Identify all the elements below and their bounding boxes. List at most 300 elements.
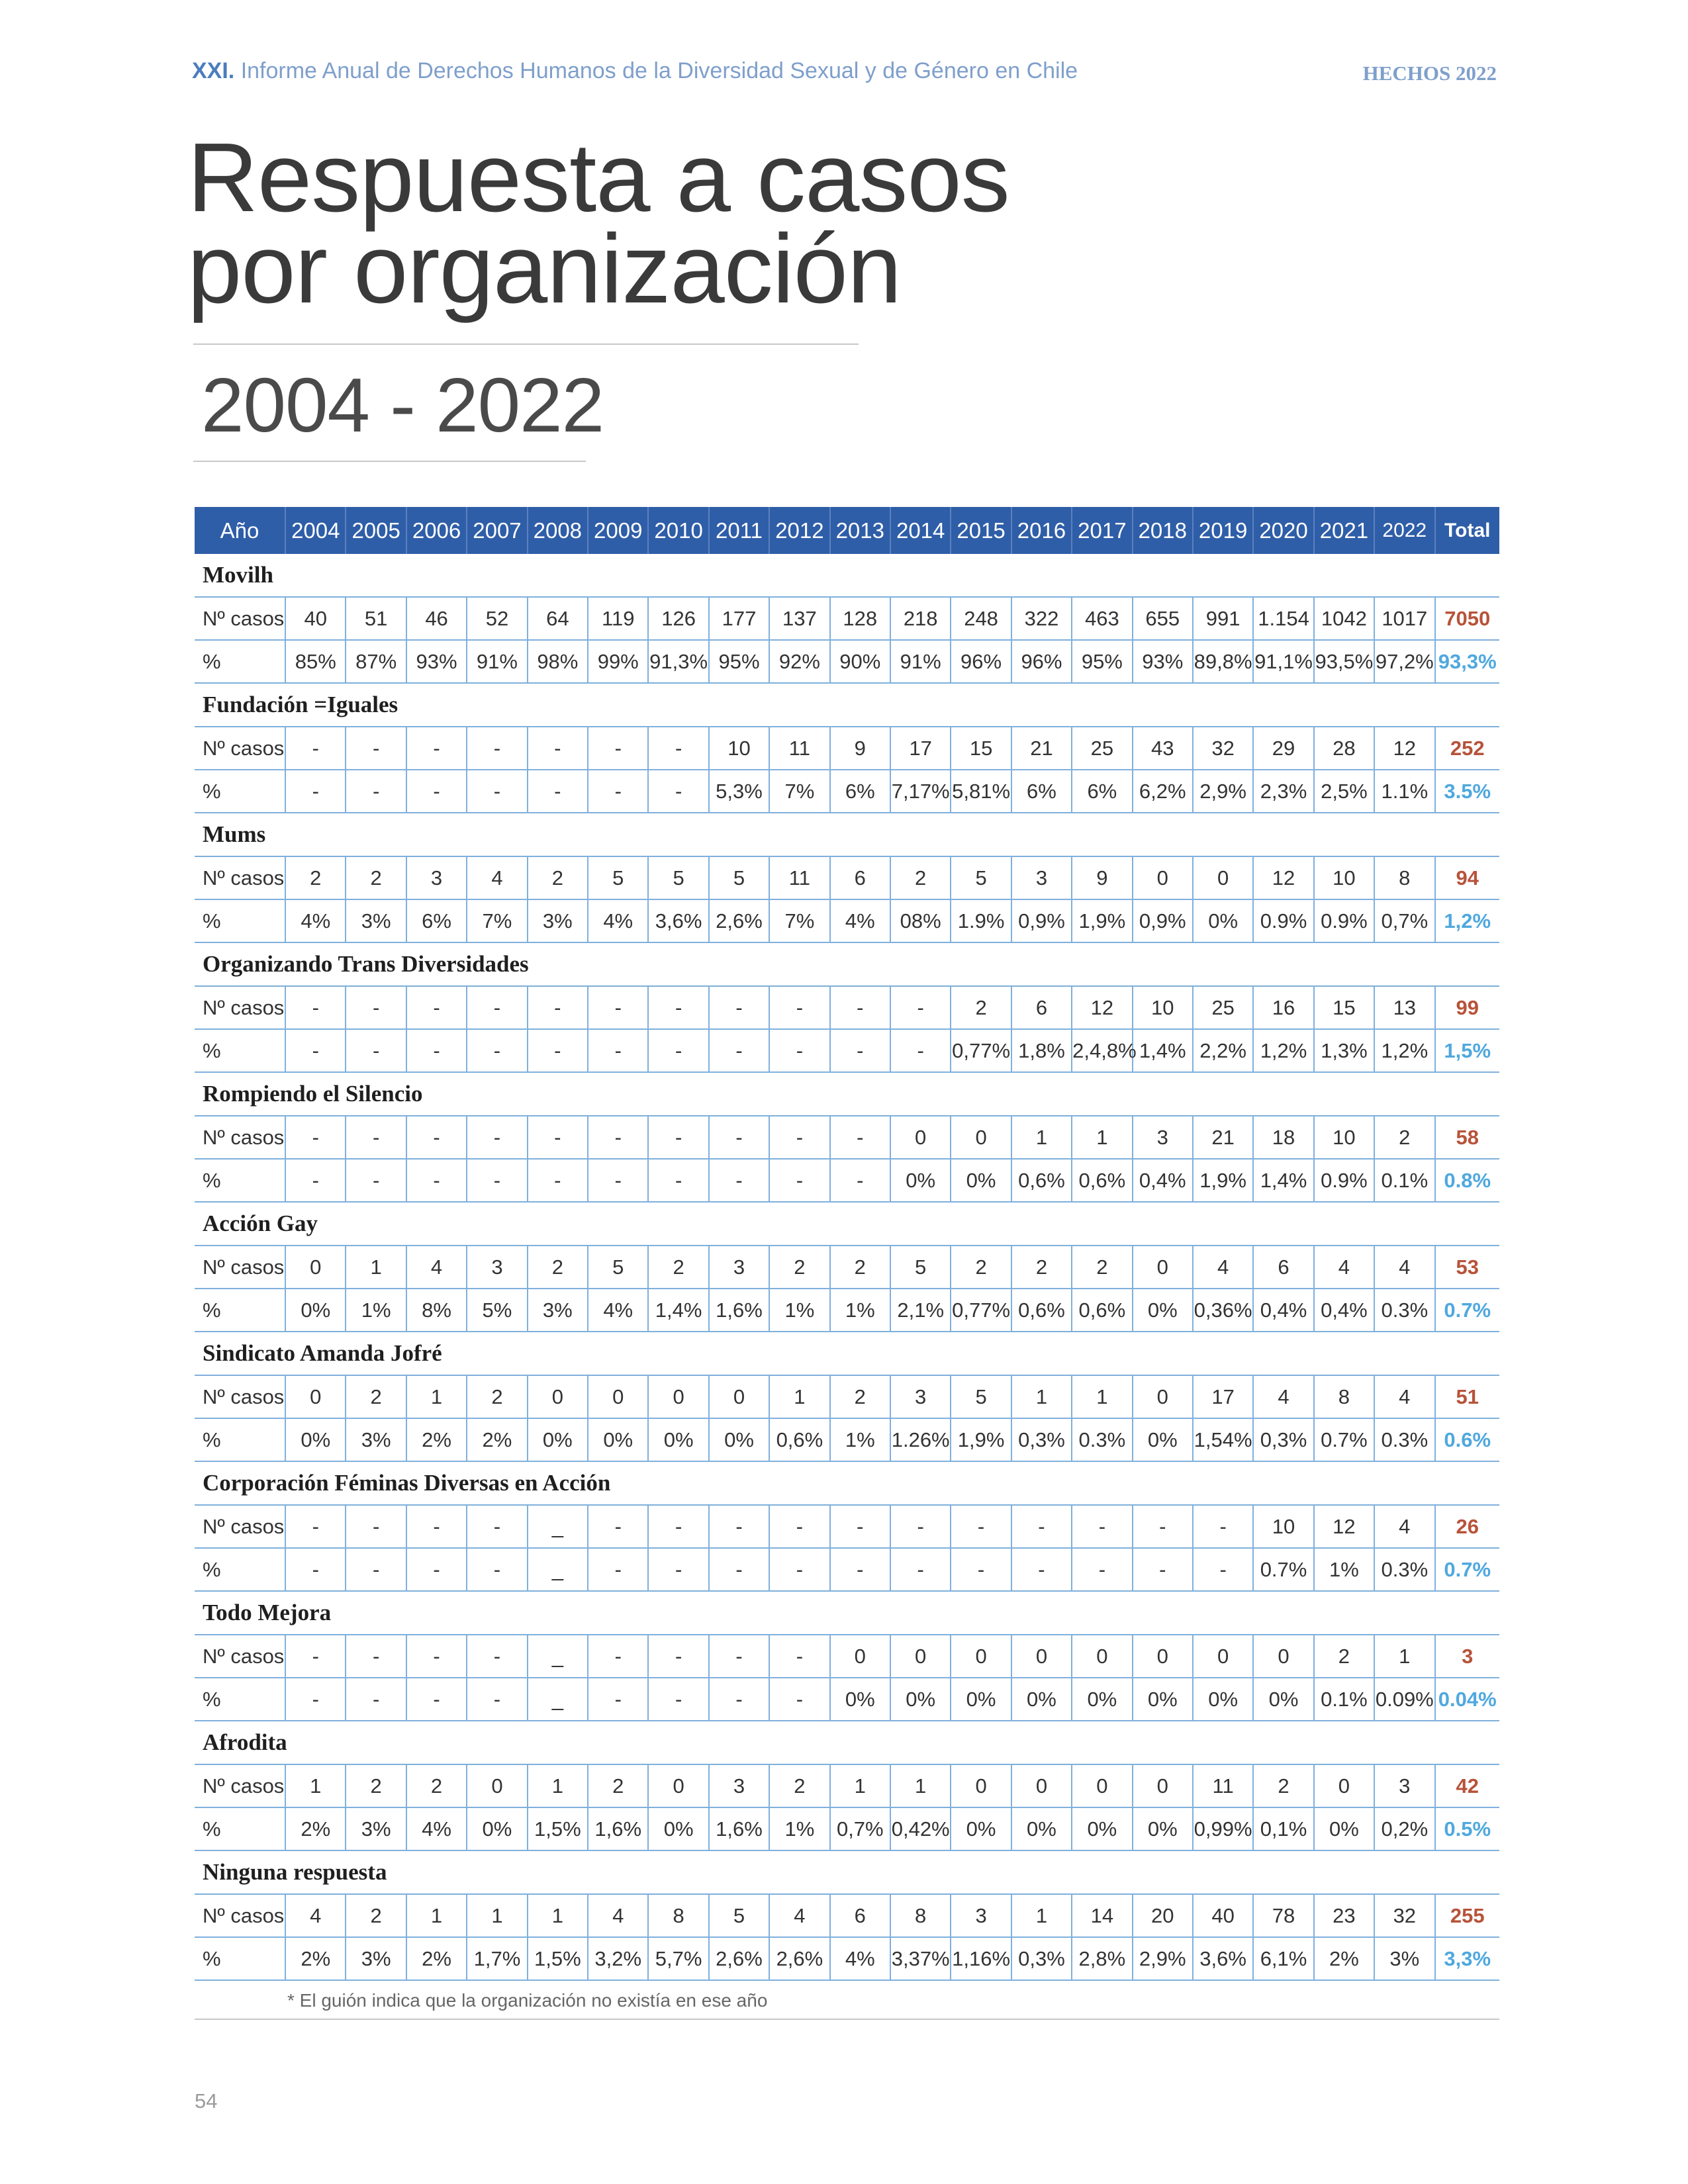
header-year-2018: 2018 — [1133, 507, 1193, 554]
percent-cell: 1,6% — [709, 1807, 769, 1850]
percent-cell: 0,99% — [1193, 1807, 1253, 1850]
percent-cell: 3% — [346, 1807, 406, 1850]
percent-cell: 0,6% — [1072, 1289, 1132, 1332]
percent-total: 3,3% — [1435, 1937, 1500, 1980]
percent-row — [195, 640, 1499, 683]
percent-cell: 3% — [346, 1937, 406, 1980]
cases-label: Nº casos — [195, 1764, 285, 1807]
percent-cell: 1.9% — [951, 899, 1011, 942]
cases-cell: - — [285, 727, 346, 770]
org-name-row — [195, 1591, 1499, 1635]
percent-cell: 1.26% — [890, 1418, 951, 1461]
percent-cell: 2% — [285, 1937, 346, 1980]
percent-cell: - — [467, 1678, 527, 1721]
cases-cell: - — [1072, 1505, 1132, 1548]
percent-cell: 90% — [830, 640, 890, 683]
org-name: Sindicato Amanda Jofré — [195, 1332, 1499, 1375]
percent-row — [195, 1289, 1499, 1332]
cases-cell: 0 — [1253, 1635, 1313, 1678]
percent-cell: 2,3% — [1253, 770, 1313, 813]
percent-cell: 0% — [588, 1418, 648, 1461]
percent-cell: 0.9% — [1314, 1159, 1374, 1202]
cases-cell: 10 — [1314, 1116, 1374, 1159]
cases-cell: 463 — [1072, 597, 1132, 640]
footer-divider — [195, 2019, 1499, 2020]
cases-cell: 218 — [890, 597, 951, 640]
percent-cell: 0% — [1253, 1678, 1313, 1721]
cases-total: 94 — [1435, 856, 1500, 899]
percent-cell: 2% — [285, 1807, 346, 1850]
cases-cell: 16 — [1253, 986, 1313, 1029]
percent-cell: - — [467, 1029, 527, 1072]
percent-cell: - — [528, 1029, 588, 1072]
percent-cell: 0.3% — [1374, 1289, 1434, 1332]
header-year-2022: 2022 — [1374, 507, 1434, 554]
cases-cell: 177 — [709, 597, 769, 640]
cases-row — [195, 1246, 1499, 1289]
percent-label: % — [195, 1937, 285, 1980]
percent-total: 0.04% — [1435, 1678, 1500, 1721]
cases-cell: 0 — [1314, 1764, 1374, 1807]
cases-cell: 5 — [951, 856, 1011, 899]
percent-cell: 91,3% — [648, 640, 708, 683]
cases-cell: 0 — [1011, 1635, 1072, 1678]
cases-cell: 15 — [1314, 986, 1374, 1029]
percent-cell: - — [346, 1029, 406, 1072]
header-year-2005: 2005 — [346, 507, 406, 554]
cases-cell: 17 — [890, 727, 951, 770]
cases-row — [195, 1505, 1499, 1548]
percent-cell: - — [648, 1548, 708, 1591]
percent-label: % — [195, 1029, 285, 1072]
cases-cell: 2 — [588, 1764, 648, 1807]
cases-cell: 10 — [1133, 986, 1193, 1029]
percent-cell: - — [588, 1678, 648, 1721]
percent-cell: - — [285, 1678, 346, 1721]
cases-cell: 11 — [769, 727, 829, 770]
org-name-row — [195, 554, 1499, 597]
cases-cell: 4 — [1193, 1246, 1253, 1289]
percent-cell: 2,6% — [769, 1937, 829, 1980]
percent-cell: - — [406, 1159, 467, 1202]
cases-cell: 3 — [890, 1375, 951, 1418]
cases-row — [195, 1764, 1499, 1807]
percent-cell: 1% — [769, 1807, 829, 1850]
percent-cell: 0.09% — [1374, 1678, 1434, 1721]
cases-cell: 0 — [951, 1116, 1011, 1159]
cases-cell: - — [528, 727, 588, 770]
cases-cell: - — [648, 1116, 708, 1159]
cases-cell: 29 — [1253, 727, 1313, 770]
org-name: Ninguna respuesta — [195, 1850, 1499, 1894]
table-header-row — [195, 507, 1499, 554]
cases-cell: 4 — [769, 1894, 829, 1937]
percent-cell: - — [588, 770, 648, 813]
cases-cell: 4 — [1374, 1246, 1434, 1289]
cases-cell: 2 — [406, 1764, 467, 1807]
percent-cell: 0.3% — [1374, 1418, 1434, 1461]
percent-cell: 2,9% — [1193, 770, 1253, 813]
percent-cell: 0,6% — [1011, 1159, 1072, 1202]
percent-cell: 0% — [951, 1159, 1011, 1202]
cases-label: Nº casos — [195, 986, 285, 1029]
percent-cell: 0,3% — [1011, 1418, 1072, 1461]
percent-cell: 0% — [1133, 1289, 1193, 1332]
percent-cell: 3% — [528, 1289, 588, 1332]
percent-cell: 96% — [1011, 640, 1072, 683]
percent-cell: - — [588, 1029, 648, 1072]
cases-cell: 32 — [1374, 1894, 1434, 1937]
percent-cell: 2,8% — [1072, 1937, 1132, 1980]
cases-label: Nº casos — [195, 597, 285, 640]
cases-cell: 0 — [1072, 1635, 1132, 1678]
percent-cell: 0% — [830, 1678, 890, 1721]
percent-label: % — [195, 1548, 285, 1591]
cases-cell: 1 — [467, 1894, 527, 1937]
percent-cell: 0% — [1011, 1807, 1072, 1850]
page-number: 54 — [195, 2089, 218, 2113]
percent-cell: 1% — [346, 1289, 406, 1332]
percent-cell: 0,36% — [1193, 1289, 1253, 1332]
percent-cell: 0% — [1072, 1807, 1132, 1850]
percent-cell: - — [346, 770, 406, 813]
percent-cell: - — [1011, 1548, 1072, 1591]
cases-cell: - — [406, 1635, 467, 1678]
cases-cell: 4 — [1374, 1375, 1434, 1418]
cases-cell: 248 — [951, 597, 1011, 640]
cases-cell: - — [709, 1116, 769, 1159]
cases-row — [195, 1894, 1499, 1937]
header-year-2019: 2019 — [1193, 507, 1253, 554]
percent-cell: 99% — [588, 640, 648, 683]
percent-cell: 1,5% — [528, 1807, 588, 1850]
cases-cell: 0 — [1193, 1635, 1253, 1678]
cases-cell: 1 — [830, 1764, 890, 1807]
percent-cell: 8% — [406, 1289, 467, 1332]
percent-cell: 6,1% — [1253, 1937, 1313, 1980]
percent-cell: - — [648, 1678, 708, 1721]
percent-total: 0.8% — [1435, 1159, 1500, 1202]
cases-cell: 3 — [951, 1894, 1011, 1937]
percent-cell: - — [1133, 1548, 1193, 1591]
cases-cell: - — [709, 986, 769, 1029]
percent-row — [195, 770, 1499, 813]
cases-cell: - — [769, 1635, 829, 1678]
percent-cell: 0% — [467, 1807, 527, 1850]
cases-cell: - — [830, 1116, 890, 1159]
percent-cell: 0,3% — [1253, 1418, 1313, 1461]
header-year-2008: 2008 — [528, 507, 588, 554]
percent-cell: 0,3% — [1011, 1937, 1072, 1980]
cases-cell: - — [406, 727, 467, 770]
percent-cell: 0,7% — [830, 1807, 890, 1850]
percent-cell: - — [1193, 1548, 1253, 1591]
cases-cell: 2 — [648, 1246, 708, 1289]
percent-cell: 1,9% — [1193, 1159, 1253, 1202]
cases-row — [195, 1375, 1499, 1418]
cases-cell: 1 — [285, 1764, 346, 1807]
cases-cell: - — [528, 986, 588, 1029]
org-name: Afrodita — [195, 1721, 1499, 1764]
cases-cell: 2 — [346, 1894, 406, 1937]
cases-cell: - — [709, 1635, 769, 1678]
percent-cell: 4% — [588, 899, 648, 942]
percent-cell: 2% — [406, 1418, 467, 1461]
percent-cell: 5% — [467, 1289, 527, 1332]
cases-cell: 12 — [1374, 727, 1434, 770]
percent-cell: 2% — [467, 1418, 527, 1461]
cases-cell: 1.154 — [1253, 597, 1313, 640]
cases-cell: 6 — [830, 856, 890, 899]
cases-cell: - — [951, 1505, 1011, 1548]
cases-cell: 1 — [1374, 1635, 1434, 1678]
cases-cell: 0 — [1133, 1246, 1193, 1289]
percent-cell: 0% — [1072, 1678, 1132, 1721]
percent-cell: - — [769, 1029, 829, 1072]
cases-cell: 25 — [1072, 727, 1132, 770]
percent-label: % — [195, 770, 285, 813]
cases-row — [195, 727, 1499, 770]
percent-cell: 95% — [709, 640, 769, 683]
percent-cell: - — [830, 1159, 890, 1202]
percent-cell: 6% — [830, 770, 890, 813]
cases-cell: 119 — [588, 597, 648, 640]
percent-cell: 92% — [769, 640, 829, 683]
cases-cell: - — [285, 1116, 346, 1159]
percent-row — [195, 1029, 1499, 1072]
percent-cell: 1,16% — [951, 1937, 1011, 1980]
cases-cell: 0 — [648, 1375, 708, 1418]
header-year-2017: 2017 — [1072, 507, 1132, 554]
percent-cell: - — [285, 770, 346, 813]
header-year-2015: 2015 — [951, 507, 1011, 554]
header-year-2021: 2021 — [1314, 507, 1374, 554]
percent-cell: - — [406, 1029, 467, 1072]
header-year-2010: 2010 — [648, 507, 708, 554]
percent-cell: - — [1072, 1548, 1132, 1591]
cases-cell: 0 — [951, 1764, 1011, 1807]
cases-cell: 52 — [467, 597, 527, 640]
cases-cell: 2 — [890, 856, 951, 899]
cases-cell: 128 — [830, 597, 890, 640]
cases-cell: 2 — [951, 986, 1011, 1029]
cases-cell: 0 — [890, 1116, 951, 1159]
percent-label: % — [195, 1159, 285, 1202]
header-year-2020: 2020 — [1253, 507, 1313, 554]
percent-cell: 0,6% — [1072, 1159, 1132, 1202]
percent-cell: 91% — [467, 640, 527, 683]
cases-cell: _ — [528, 1505, 588, 1548]
cases-cell: 6 — [1011, 986, 1072, 1029]
cases-cell: 2 — [346, 1375, 406, 1418]
percent-cell: 0,4% — [1133, 1159, 1193, 1202]
cases-cell: 1 — [1011, 1116, 1072, 1159]
percent-cell: - — [830, 1548, 890, 1591]
cases-cell: 40 — [285, 597, 346, 640]
cases-cell: 46 — [406, 597, 467, 640]
cases-cell: 12 — [1072, 986, 1132, 1029]
cases-cell: 3 — [406, 856, 467, 899]
cases-cell: 1 — [1011, 1375, 1072, 1418]
percent-cell: - — [648, 1029, 708, 1072]
cases-row — [195, 1116, 1499, 1159]
page-title-line-1: Respuesta a casos — [187, 123, 1009, 232]
cases-cell: - — [648, 727, 708, 770]
percent-row — [195, 1678, 1499, 1721]
percent-row — [195, 1418, 1499, 1461]
cases-total: 26 — [1435, 1505, 1500, 1548]
percent-cell: - — [467, 1159, 527, 1202]
percent-total: 0.7% — [1435, 1289, 1500, 1332]
percent-cell: 0,1% — [1253, 1807, 1313, 1850]
cases-cell: 5 — [709, 856, 769, 899]
cases-label: Nº casos — [195, 1635, 285, 1678]
cases-cell: 5 — [648, 856, 708, 899]
percent-cell: 0% — [1133, 1418, 1193, 1461]
cases-cell: - — [346, 1505, 406, 1548]
percent-cell: 0,9% — [1011, 899, 1072, 942]
percent-cell: 1% — [1314, 1548, 1374, 1591]
org-name: Rompiendo el Silencio — [195, 1072, 1499, 1116]
percent-cell: 7% — [467, 899, 527, 942]
cases-cell: 2 — [528, 856, 588, 899]
cases-cell: 17 — [1193, 1375, 1253, 1418]
header-year-2004: 2004 — [285, 507, 346, 554]
report-title: Informe Anual de Derechos Humanos de la Diversidad Sexual y de Género en Chile — [240, 58, 1078, 83]
percent-cell: 2,6% — [709, 899, 769, 942]
percent-cell: 5,81% — [951, 770, 1011, 813]
percent-cell: 93% — [1133, 640, 1193, 683]
percent-cell: 1,4% — [1253, 1159, 1313, 1202]
percent-cell: 95% — [1072, 640, 1132, 683]
percent-cell: 2,6% — [709, 1937, 769, 1980]
percent-cell: 0,42% — [890, 1807, 951, 1850]
percent-cell: 0,4% — [1253, 1289, 1313, 1332]
org-name: Movilh — [195, 554, 1499, 597]
percent-cell: 1,9% — [1072, 899, 1132, 942]
percent-cell: 0.9% — [1314, 899, 1374, 942]
percent-cell: 0.7% — [1253, 1548, 1313, 1591]
cases-cell: 40 — [1193, 1894, 1253, 1937]
cases-cell: 5 — [709, 1894, 769, 1937]
cases-cell: 4 — [1314, 1246, 1374, 1289]
cases-cell: 4 — [285, 1894, 346, 1937]
percent-cell: 0.1% — [1374, 1159, 1434, 1202]
cases-total: 42 — [1435, 1764, 1500, 1807]
cases-cell: - — [709, 1505, 769, 1548]
percent-cell: 0,7% — [1374, 899, 1434, 942]
percent-cell: 85% — [285, 640, 346, 683]
percent-cell: - — [467, 1548, 527, 1591]
cases-cell: - — [528, 1116, 588, 1159]
percent-cell: 0% — [1193, 1678, 1253, 1721]
percent-cell: - — [588, 1159, 648, 1202]
header-year-2013: 2013 — [830, 507, 890, 554]
cases-cell: 0 — [709, 1375, 769, 1418]
header-total: Total — [1435, 507, 1500, 554]
percent-cell: 1,2% — [1374, 1029, 1434, 1072]
percent-cell: 5,7% — [648, 1937, 708, 1980]
percent-cell: - — [830, 1029, 890, 1072]
cases-cell: 3 — [1133, 1116, 1193, 1159]
cases-cell: - — [648, 986, 708, 1029]
cases-cell: 1 — [406, 1894, 467, 1937]
org-name: Mums — [195, 813, 1499, 856]
cases-cell: 43 — [1133, 727, 1193, 770]
cases-label: Nº casos — [195, 1505, 285, 1548]
cases-label: Nº casos — [195, 1246, 285, 1289]
cases-cell: 5 — [588, 1246, 648, 1289]
percent-cell: 0% — [951, 1807, 1011, 1850]
cases-total: 3 — [1435, 1635, 1500, 1678]
percent-cell: 4% — [830, 899, 890, 942]
cases-cell: 1 — [1072, 1116, 1132, 1159]
percent-cell: 0,6% — [769, 1418, 829, 1461]
cases-cell: 0 — [1133, 1764, 1193, 1807]
percent-cell: 0,9% — [1133, 899, 1193, 942]
cases-cell: 1 — [1072, 1375, 1132, 1418]
cases-cell: 0 — [528, 1375, 588, 1418]
cases-cell: 655 — [1133, 597, 1193, 640]
cases-cell: 2 — [285, 856, 346, 899]
cases-cell: - — [406, 1116, 467, 1159]
percent-cell: - — [346, 1678, 406, 1721]
page-title-line-2: por organización — [187, 214, 902, 324]
cases-cell: 9 — [830, 727, 890, 770]
cases-cell: 2 — [830, 1246, 890, 1289]
percent-cell: 0% — [951, 1678, 1011, 1721]
header-year-2011: 2011 — [709, 507, 769, 554]
percent-cell: 1,4% — [1133, 1029, 1193, 1072]
cases-cell: 1 — [528, 1764, 588, 1807]
cases-cell: 20 — [1133, 1894, 1193, 1937]
cases-cell: 2 — [346, 856, 406, 899]
cases-cell: 0 — [1011, 1764, 1072, 1807]
header-year-2016: 2016 — [1011, 507, 1072, 554]
cases-cell: - — [830, 1505, 890, 1548]
cases-table — [195, 507, 1499, 2021]
period-divider — [193, 461, 586, 462]
cases-cell: 137 — [769, 597, 829, 640]
cases-cell: 0 — [951, 1635, 1011, 1678]
cases-cell: - — [588, 1505, 648, 1548]
percent-cell: 1% — [830, 1289, 890, 1332]
cases-total: 53 — [1435, 1246, 1500, 1289]
cases-cell: 2 — [830, 1375, 890, 1418]
cases-cell: 25 — [1193, 986, 1253, 1029]
percent-cell: - — [528, 1159, 588, 1202]
cases-cell: 0 — [648, 1764, 708, 1807]
percent-cell: 2,9% — [1133, 1937, 1193, 1980]
cases-cell: 4 — [467, 856, 527, 899]
cases-cell: 5 — [951, 1375, 1011, 1418]
cases-cell: _ — [528, 1635, 588, 1678]
cases-total: 252 — [1435, 727, 1500, 770]
cases-total: 99 — [1435, 986, 1500, 1029]
percent-cell: 0,4% — [1314, 1289, 1374, 1332]
cases-cell: - — [467, 1505, 527, 1548]
cases-cell: 18 — [1253, 1116, 1313, 1159]
cases-total: 7050 — [1435, 597, 1500, 640]
percent-cell: 0% — [1314, 1807, 1374, 1850]
percent-cell: 1,6% — [588, 1807, 648, 1850]
cases-cell: 8 — [890, 1894, 951, 1937]
percent-cell: - — [406, 770, 467, 813]
cases-total: 255 — [1435, 1894, 1500, 1937]
percent-cell: 6% — [406, 899, 467, 942]
cases-label: Nº casos — [195, 1894, 285, 1937]
header-year-2014: 2014 — [890, 507, 951, 554]
